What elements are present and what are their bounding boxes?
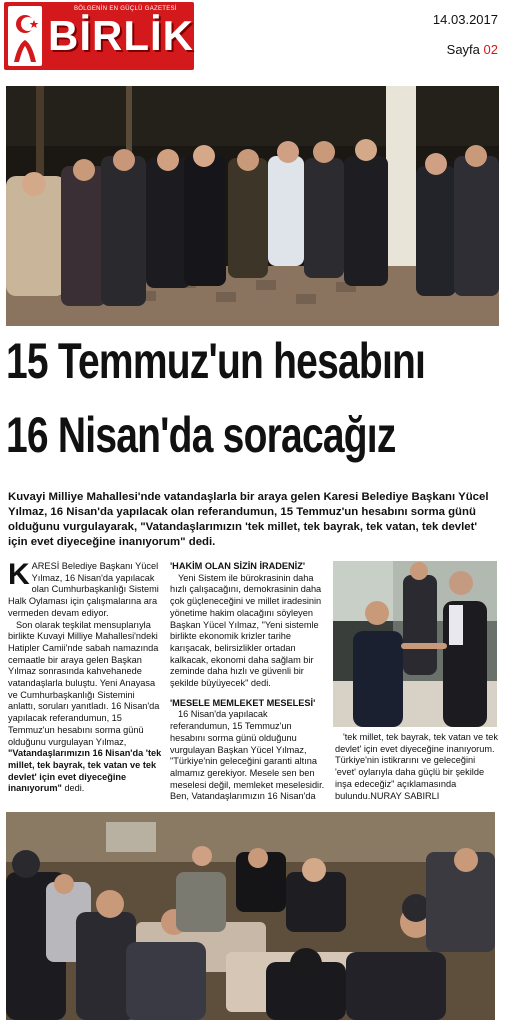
masthead-logo xyxy=(4,2,196,72)
headline-line-1: 15 Temmuz'un hesabını xyxy=(6,333,426,389)
photo-group-gathering xyxy=(6,86,499,326)
column-2-paragraph-2: 16 Nisan'da yapılacak referandumun, 15 Temmuz'un hesabını sorma günü olduğunu vurgulayan Başkan Yücel Yılmaz, "Türkiye'nin geleceğini garanti altına almamız gerekiyor. Mesele sen ben meselesi değil, memleket meselesidir. Ben, Vatandaşlarımızın 16 Nisan'da xyxy=(170,709,325,802)
photo-coffeehouse xyxy=(6,812,495,1020)
column-1-text-1: ARESİ Belediye Başkanı Yücel Yılmaz, 16 Nisan'da yapılacak olan Cumhurbaşkanlığı Sistemi Halk Oylaması için çalışmalarına ara vermeden devam ediyor. xyxy=(8,561,159,618)
drop-cap: K xyxy=(8,558,30,591)
photo-handshake xyxy=(333,561,497,727)
page-label: Sayfa xyxy=(446,42,480,57)
page-number xyxy=(447,42,498,57)
logo-tagline: BÖLGENİN EN GÜÇLÜ GAZETESİ xyxy=(74,6,177,12)
column-1-paragraph-1 xyxy=(8,558,163,620)
emblem-icon xyxy=(8,6,42,66)
column-1-quote: "Vatandaşlarımızın 16 Nisan'da 'tek millet, tek bayrak, tek vatan ve tek devlet' için evet diyeceğine inanıyorum" xyxy=(8,748,162,794)
logo-text: BİRLİK xyxy=(48,12,194,59)
column-1-paragraph-2 xyxy=(8,620,163,796)
page-number-value: 02 xyxy=(483,42,498,57)
column-1-text-2: Son olarak teşkilat mensuplarıyla birlikte Kuvayi Milliye Mahallesi'ndeki Hatipler Camii'nde sabah namazında cemaatle bir araya gelen Başkan Yılmaz sonrasında kahvehanede vatandaşlarla buluştu. Yeni Anayasa ve Cumhurbaşkanlığı Sistemini anlattı, soruları yanıtladı. 16 Nisan'da yapılacak referandumun, 15 Temmuz'un hesabını sorma günü olduğunu vurgulayan Yılmaz, xyxy=(8,619,160,747)
subhead-hakim: 'HAKİM OLAN SİZİN İRADENİZ' xyxy=(170,561,306,571)
article-column-3 xyxy=(335,732,498,802)
column-2-paragraph-1: Yeni Sistem ile bürokrasinin daha hızlı çalışacağını, demokrasinin daha çok güçleneceğini ve millet iradesinin yönetime hakim olacağını söyleyen Başkan Yücel Yılmaz, "Yeni sistemle birlikte ekonomik krizler tarihe karışacak, belirsizlikler ortadan kalkacak, ekonomi daha sağlam bir zeminde daha hızlı ve güvenli bir şekilde büyüyecek" dedi. xyxy=(170,572,322,689)
issue-date: 14.03.2017 xyxy=(432,12,498,27)
subhead-mesele: 'MESELE MEMLEKET MESELESİ' xyxy=(170,697,316,708)
article-column-1 xyxy=(8,558,163,795)
headline-line-2: 16 Nisan'da soracağız xyxy=(6,407,396,463)
column-3-paragraph-1: 'tek millet, tek bayrak, tek vatan ve tek devlet' için evet diyeceğine inanıyorum. Türkiye'nin istikrarını ve geleceğini 'evet' oylarıyla daha güçlü bir şekilde inşa edeceğiz" açıklamasında bulundu.NURAY SABIRLI xyxy=(335,732,498,801)
lead-paragraph: Kuvayi Milliye Mahallesi'nde vatandaşlarla bir araya gelen Karesi Belediye Başkanı Yücel Yılmaz, 16 Nisan'da yapılacak olan referandumun, 15 Temmuz'un hesabını sorma günü olduğunu vurgulayarak, "Vatandaşlarımızın 'tek millet, tek bayrak, tek vatan, tek devlet' için evet diyeceğine inanıyorum" dedi. xyxy=(8,491,489,548)
article-column-2 xyxy=(170,561,328,803)
column-1-text-end: dedi. xyxy=(64,783,85,794)
